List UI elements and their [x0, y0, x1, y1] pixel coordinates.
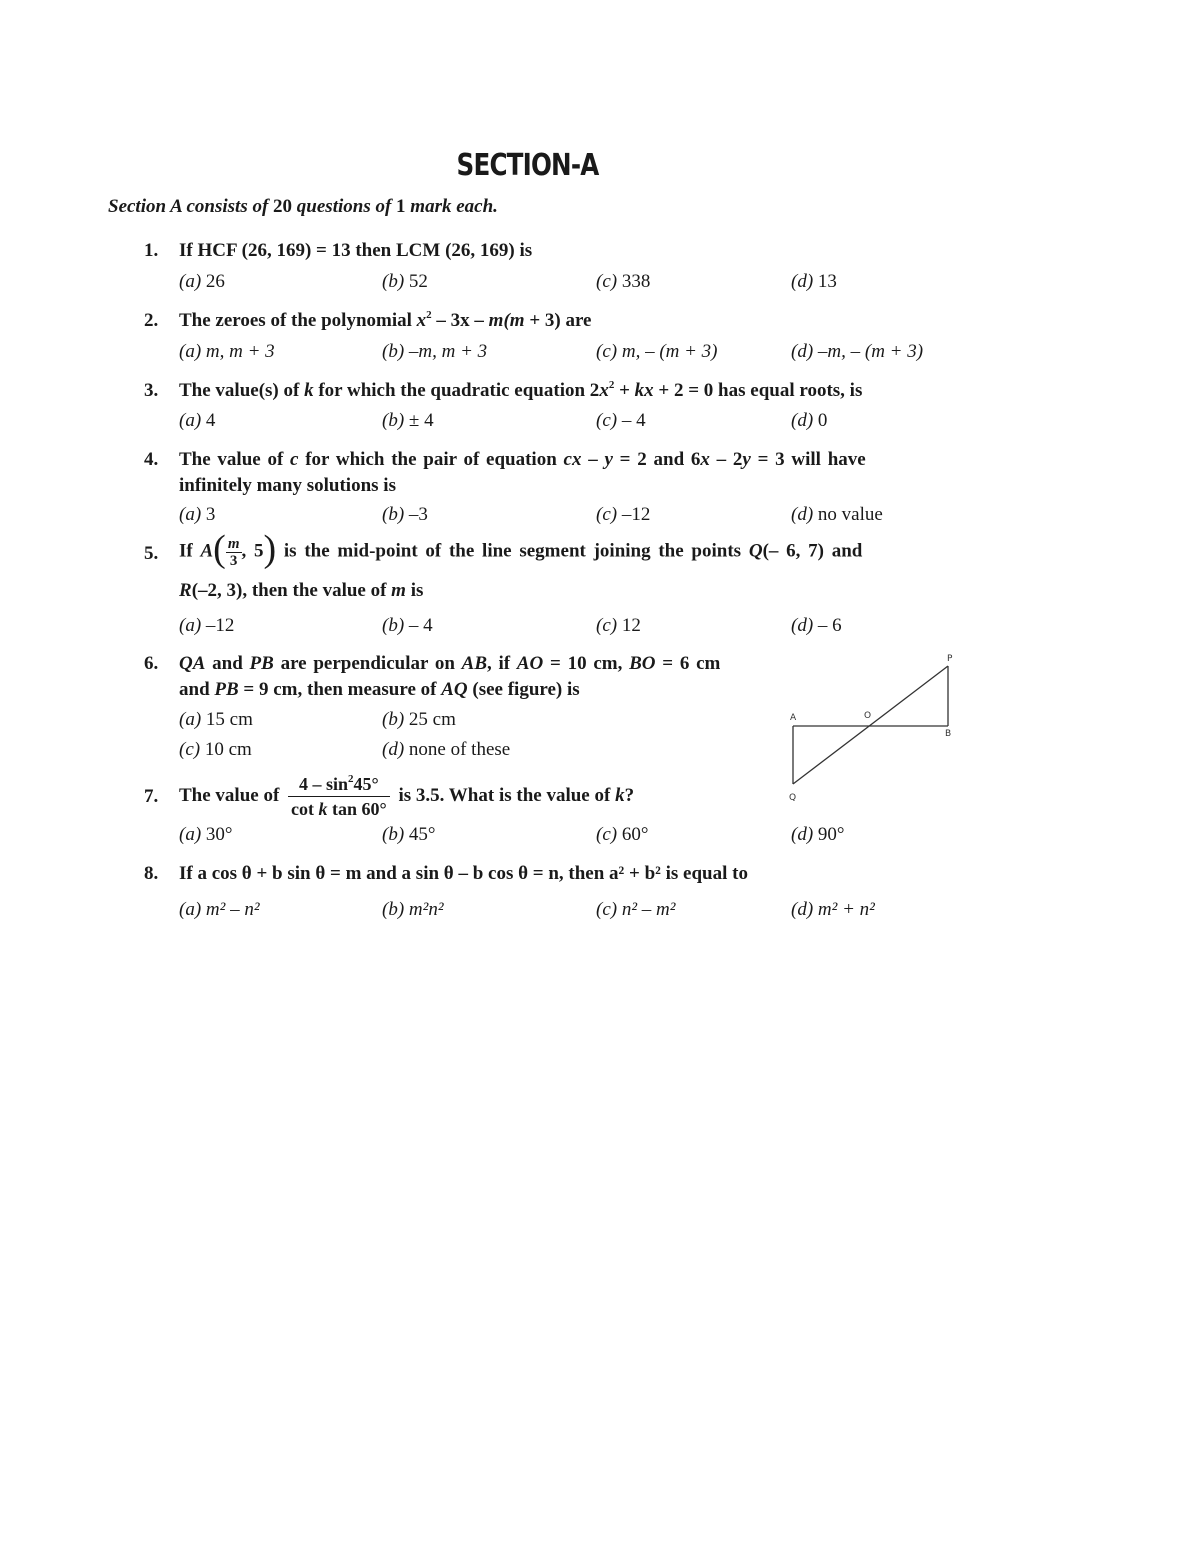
option-label: (d)	[791, 271, 814, 292]
option-text: 3	[205, 504, 216, 525]
option-label: (d)	[791, 615, 814, 636]
text-part: 4 – sin	[299, 774, 349, 794]
intro-pre: Section A consists of	[108, 196, 269, 217]
text-part: The value of	[179, 784, 280, 806]
option-a	[179, 504, 215, 526]
fraction-numerator: m	[227, 535, 240, 552]
question-text	[179, 380, 862, 402]
text-part: (see figure) is	[472, 679, 580, 700]
option-text: 4	[205, 410, 216, 431]
question-text	[179, 310, 592, 332]
question-5-text	[179, 530, 862, 574]
option-label: (a)	[179, 824, 202, 845]
option-label: (d)	[791, 410, 814, 431]
option-b	[382, 410, 434, 432]
text-part: (– 6, 7) and	[762, 540, 863, 562]
section-title: SECTION-A	[456, 148, 599, 183]
variable: y	[604, 449, 613, 470]
option-label: (a)	[179, 341, 202, 362]
option-c	[179, 739, 252, 761]
text-part: (–2, 3), then the value of	[191, 580, 387, 601]
option-text: –m, m + 3	[408, 341, 488, 362]
option-label: (d)	[382, 739, 405, 760]
text-part: The value(s) of	[179, 380, 300, 401]
variable: BO	[629, 653, 656, 674]
text-part: = 6 cm	[662, 653, 721, 674]
text-part: The zeroes of the polynomial	[179, 310, 412, 331]
option-text: 13	[817, 271, 837, 292]
option-a	[179, 899, 260, 921]
question-number: 4.	[144, 449, 159, 470]
option-label: (a)	[179, 615, 202, 636]
text-part: = 2 and 6	[619, 449, 701, 470]
option-text: – 4	[408, 615, 433, 636]
variable: m(m	[488, 310, 525, 331]
option-d	[791, 341, 923, 363]
exponent: 2	[426, 309, 432, 321]
text-part: +	[619, 380, 630, 401]
option-b	[382, 271, 428, 293]
option-text: m² – n²	[205, 899, 260, 920]
text-part: = 3 will have	[757, 449, 866, 470]
variable: cx	[563, 449, 582, 470]
intro-number-questions: 20	[273, 196, 293, 217]
exponent: 2	[608, 379, 615, 391]
exponent: 2	[348, 773, 354, 785]
variable: PB	[214, 679, 239, 700]
fraction	[288, 773, 390, 820]
option-a	[179, 410, 215, 432]
option-a	[179, 341, 275, 363]
text-part: The value of	[179, 449, 284, 470]
option-text: – 4	[621, 410, 646, 431]
variable: Q	[748, 540, 763, 562]
option-text: n² – m²	[621, 899, 676, 920]
question-text	[179, 449, 866, 471]
option-text: m, m + 3	[205, 341, 275, 362]
question-text	[179, 679, 580, 701]
option-label: (d)	[791, 899, 814, 920]
question-number: 5.	[144, 543, 159, 564]
option-d	[791, 615, 842, 637]
question-number: 1.	[144, 240, 159, 261]
label-b: B	[945, 729, 952, 739]
option-label: (b)	[382, 410, 405, 431]
option-text: –3	[408, 504, 428, 525]
variable: QA	[179, 653, 206, 674]
option-label: (a)	[179, 504, 202, 525]
text-part: is	[410, 580, 424, 601]
option-text: ± 4	[408, 410, 434, 431]
option-text: –12	[621, 504, 651, 525]
variable: x	[700, 449, 710, 470]
text-part: ?	[624, 784, 635, 806]
option-label: (b)	[382, 615, 405, 636]
option-label: (d)	[791, 824, 814, 845]
variable: c	[290, 449, 299, 470]
label-p: P	[947, 654, 953, 664]
option-text: 10 cm	[204, 739, 252, 760]
variable: AQ	[441, 679, 468, 700]
label-o: O	[864, 711, 872, 721]
option-text: 12	[621, 615, 641, 636]
option-a	[179, 615, 234, 637]
fraction	[226, 536, 242, 569]
option-b	[382, 709, 456, 731]
option-label: (a)	[179, 410, 202, 431]
question-5-line-2	[179, 580, 423, 602]
intro-number-marks: 1	[396, 196, 406, 217]
text-part: + 3) are	[529, 310, 592, 331]
option-label: (c)	[596, 504, 618, 525]
text-part: for which the quadratic equation 2	[318, 380, 600, 401]
option-label: (a)	[179, 271, 202, 292]
close-paren: )	[263, 528, 277, 570]
variable: x	[599, 380, 609, 401]
variable: R	[179, 580, 192, 601]
option-text: m² + n²	[817, 899, 875, 920]
option-a	[179, 271, 225, 293]
variable: kx	[634, 380, 654, 401]
text-part: – 2	[716, 449, 743, 470]
question-number: 3.	[144, 380, 159, 401]
option-d	[791, 504, 883, 526]
option-b	[382, 824, 436, 846]
option-label: (b)	[382, 709, 405, 730]
question-text: infinitely many solutions is	[179, 475, 396, 496]
variable: y	[742, 449, 751, 470]
option-label: (b)	[382, 899, 405, 920]
option-text: 25 cm	[408, 709, 456, 730]
option-text: – 6	[817, 615, 842, 636]
text-part: = 10 cm,	[550, 653, 623, 674]
text-part: = 9 cm, then measure of	[243, 679, 437, 700]
fraction-denominator: 3	[229, 552, 238, 569]
option-text: none of these	[408, 739, 511, 760]
option-c	[596, 899, 675, 921]
variable: k	[318, 799, 328, 819]
question-text: If a cos θ + b sin θ = m and a sin θ – b cos θ = n, then a² + b² is equal to	[179, 863, 748, 884]
option-text: –m, – (m + 3)	[817, 341, 924, 362]
option-label: (a)	[179, 709, 202, 730]
variable: m	[391, 580, 406, 601]
option-label: (c)	[596, 341, 618, 362]
option-text: 15 cm	[205, 709, 253, 730]
text-part: and	[179, 679, 210, 700]
intro-post: mark each.	[410, 196, 498, 217]
text-part: is 3.5. What is the value of	[398, 784, 611, 806]
option-text: no value	[817, 504, 883, 525]
option-text: 26	[205, 271, 225, 292]
text-part: , if	[487, 653, 511, 674]
option-label: (d)	[791, 504, 814, 525]
option-c	[596, 504, 650, 526]
option-label: (c)	[596, 615, 618, 636]
text-part: , 5	[241, 540, 264, 562]
option-d	[382, 739, 510, 761]
label-q: Q	[789, 793, 797, 803]
question-number: 6.	[144, 653, 159, 674]
option-c	[596, 410, 646, 432]
option-text: 52	[408, 271, 428, 292]
option-label: (b)	[382, 271, 405, 292]
question-text: If HCF (26, 169) = 13 then LCM (26, 169) is	[179, 240, 533, 261]
text-part: and	[212, 653, 243, 674]
option-label: (b)	[382, 341, 405, 362]
option-label: (c)	[596, 824, 618, 845]
option-c	[596, 615, 641, 637]
option-d	[791, 899, 875, 921]
option-text: m²n²	[408, 899, 444, 920]
option-label: (c)	[179, 739, 201, 760]
option-d	[791, 271, 837, 293]
text-part: – 3x –	[436, 310, 484, 331]
variable: k	[615, 784, 625, 806]
option-text: m, – (m + 3)	[621, 341, 718, 362]
option-b	[382, 341, 487, 363]
text-part: –	[588, 449, 598, 470]
question-number: 2.	[144, 310, 159, 331]
variable: A	[200, 540, 214, 562]
text-part: + 2 = 0 has equal roots, is	[658, 380, 863, 401]
option-text: 0	[817, 410, 828, 431]
text-part: cot	[291, 799, 315, 819]
option-b	[382, 899, 444, 921]
option-d	[791, 410, 827, 432]
option-text: –12	[205, 615, 235, 636]
open-paren: (	[213, 528, 226, 570]
option-c	[596, 271, 650, 293]
option-a	[179, 824, 233, 846]
line-pq	[793, 666, 948, 784]
option-text: 45°	[408, 824, 436, 845]
option-d	[791, 824, 845, 846]
option-a	[179, 709, 253, 731]
option-label: (d)	[791, 341, 814, 362]
option-text: 90°	[817, 824, 845, 845]
variable: AO	[516, 653, 544, 674]
question-number: 8.	[144, 863, 159, 884]
option-c	[596, 824, 648, 846]
option-b	[382, 504, 428, 526]
text-part: If	[179, 540, 193, 562]
fraction-numerator	[288, 773, 390, 797]
section-intro	[108, 196, 498, 218]
option-label: (c)	[596, 899, 618, 920]
option-label: (c)	[596, 410, 618, 431]
option-label: (b)	[382, 504, 405, 525]
text-part: are perpendicular on	[280, 653, 455, 674]
text-part: tan 60°	[332, 799, 387, 819]
text-part: 45°	[353, 774, 379, 794]
variable: PB	[249, 653, 274, 674]
label-a: A	[790, 713, 797, 723]
variable: x	[416, 310, 427, 331]
option-label: (c)	[596, 271, 618, 292]
fraction-denominator	[288, 797, 390, 820]
option-text: 60°	[621, 824, 649, 845]
question-number: 7.	[144, 786, 159, 807]
question-text	[179, 653, 720, 675]
intro-mid: questions of	[296, 196, 392, 217]
text-part: is the mid-point of the line segment joining the points	[283, 540, 742, 562]
option-b	[382, 615, 433, 637]
variable: AB	[461, 653, 487, 674]
option-text: 338	[621, 271, 651, 292]
option-label: (b)	[382, 824, 405, 845]
question-7-text	[179, 773, 634, 820]
text-part: for which the pair of equation	[305, 449, 557, 470]
variable: k	[304, 380, 314, 401]
option-label: (a)	[179, 899, 202, 920]
option-text: 30°	[205, 824, 233, 845]
figure-perpendicular-lines	[780, 650, 970, 810]
option-c	[596, 341, 718, 363]
